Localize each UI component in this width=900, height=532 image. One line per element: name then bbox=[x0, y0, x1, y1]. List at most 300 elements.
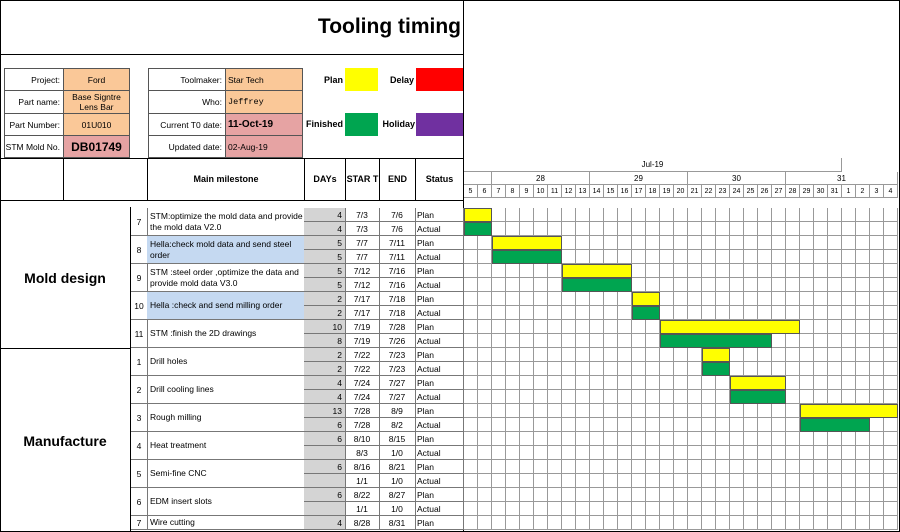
gantt-grid-cell bbox=[492, 390, 506, 404]
gantt-grid-cell bbox=[492, 264, 506, 278]
task-name[interactable]: STM:optimize the mold data and provide the mold data V2.0 bbox=[147, 208, 305, 236]
gantt-grid-cell bbox=[856, 446, 870, 460]
task-start[interactable]: 7/7 bbox=[345, 250, 380, 264]
gantt-grid-cell bbox=[856, 474, 870, 488]
gantt-grid-cell bbox=[534, 264, 548, 278]
gantt-grid-cell bbox=[506, 418, 520, 432]
task-name[interactable]: STM :steel order ,optimize the data and provide mold data V3.0 bbox=[147, 264, 305, 292]
gantt-grid-cell bbox=[856, 250, 870, 264]
gantt-grid-cell bbox=[828, 306, 842, 320]
gantt-grid-cell bbox=[814, 390, 828, 404]
task-end[interactable]: 1/0 bbox=[379, 446, 416, 460]
gantt-grid-cell bbox=[534, 306, 548, 320]
task-end[interactable]: 7/27 bbox=[379, 390, 416, 404]
gantt-grid-cell bbox=[534, 362, 548, 376]
task-status: Actual bbox=[415, 390, 464, 404]
task-start[interactable]: 8/22 bbox=[345, 488, 380, 502]
task-days[interactable] bbox=[304, 502, 346, 516]
gantt-grid-cell bbox=[646, 222, 660, 236]
task-start[interactable]: 1/1 bbox=[345, 502, 380, 516]
task-start[interactable]: 7/22 bbox=[345, 362, 380, 376]
gantt-grid-cell bbox=[772, 516, 786, 530]
gantt-grid-cell bbox=[884, 306, 898, 320]
task-end[interactable]: 8/31 bbox=[379, 516, 416, 530]
task-start[interactable]: 7/17 bbox=[345, 306, 380, 320]
gantt-grid-cell bbox=[604, 306, 618, 320]
gantt-grid-cell bbox=[856, 264, 870, 278]
gantt-grid-cell bbox=[632, 222, 646, 236]
task-start[interactable]: 7/24 bbox=[345, 390, 380, 404]
gantt-grid-cell bbox=[828, 446, 842, 460]
who-value[interactable]: Jeffrey bbox=[225, 90, 303, 114]
gantt-grid-cell bbox=[604, 348, 618, 362]
part-name-value[interactable]: Base Signtre Lens Bar bbox=[63, 90, 130, 114]
gantt-grid-cell bbox=[786, 432, 800, 446]
gantt-day-label: 5 bbox=[464, 185, 478, 198]
task-number: 2 bbox=[131, 376, 148, 404]
divider-title bbox=[0, 54, 463, 55]
task-name[interactable]: Semi-fine CNC bbox=[147, 460, 305, 488]
task-days[interactable]: 10 bbox=[304, 320, 346, 334]
gantt-grid-cell bbox=[758, 488, 772, 502]
gantt-grid-cell bbox=[506, 502, 520, 516]
legend-delay-swatch bbox=[416, 68, 463, 91]
gantt-grid-cell bbox=[604, 432, 618, 446]
gantt-grid-cell bbox=[562, 362, 576, 376]
gantt-day-label: 31 bbox=[828, 185, 842, 198]
gantt-grid-cell bbox=[478, 446, 492, 460]
gantt-grid-cell bbox=[814, 334, 828, 348]
gantt-grid-cell bbox=[660, 446, 674, 460]
gantt-grid-cell bbox=[548, 418, 562, 432]
gantt-grid-cell bbox=[870, 502, 884, 516]
gantt-grid-cell bbox=[842, 348, 856, 362]
task-end[interactable]: 7/28 bbox=[379, 320, 416, 334]
task-days[interactable]: 6 bbox=[304, 418, 346, 432]
gantt-grid-cell bbox=[688, 390, 702, 404]
task-start[interactable]: 7/17 bbox=[345, 292, 380, 306]
task-start[interactable]: 7/28 bbox=[345, 418, 380, 432]
gantt-grid-cell bbox=[604, 446, 618, 460]
gantt-grid-cell bbox=[786, 376, 800, 390]
task-end[interactable]: 7/6 bbox=[379, 208, 416, 222]
gantt-grid-cell bbox=[674, 460, 688, 474]
gantt-grid-cell bbox=[604, 250, 618, 264]
gantt-grid-cell bbox=[492, 222, 506, 236]
task-days[interactable]: 5 bbox=[304, 278, 346, 292]
gantt-grid-cell bbox=[688, 404, 702, 418]
gantt-grid-cell bbox=[534, 474, 548, 488]
task-days[interactable]: 2 bbox=[304, 306, 346, 320]
gantt-grid-cell bbox=[688, 502, 702, 516]
gantt-grid-cell bbox=[814, 474, 828, 488]
gantt-grid-cell bbox=[548, 516, 562, 530]
task-end[interactable]: 7/18 bbox=[379, 292, 416, 306]
gantt-grid-cell bbox=[828, 278, 842, 292]
gantt-grid-cell bbox=[716, 488, 730, 502]
gantt-grid-cell bbox=[688, 250, 702, 264]
task-days[interactable]: 4 bbox=[304, 208, 346, 222]
task-start[interactable]: 7/24 bbox=[345, 376, 380, 390]
gantt-grid-cell bbox=[870, 516, 884, 530]
gantt-grid-cell bbox=[562, 222, 576, 236]
gantt-grid-cell bbox=[800, 278, 814, 292]
task-name[interactable]: Rough milling bbox=[147, 404, 305, 432]
task-end[interactable]: 1/0 bbox=[379, 502, 416, 516]
gantt-grid-cell bbox=[702, 474, 716, 488]
task-status: Plan bbox=[415, 432, 464, 446]
gantt-grid-cell bbox=[702, 446, 716, 460]
task-end[interactable]: 7/6 bbox=[379, 222, 416, 236]
gantt-grid-cell bbox=[520, 460, 534, 474]
gantt-grid-cell bbox=[870, 348, 884, 362]
task-start[interactable]: 7/3 bbox=[345, 208, 380, 222]
gantt-grid-cell bbox=[828, 348, 842, 362]
gantt-grid-cell bbox=[492, 362, 506, 376]
gantt-grid-cell bbox=[674, 474, 688, 488]
gantt-grid-cell bbox=[884, 432, 898, 446]
gantt-grid-cell bbox=[562, 250, 576, 264]
gantt-grid-cell bbox=[548, 348, 562, 362]
task-end[interactable]: 8/21 bbox=[379, 460, 416, 474]
gantt-grid-cell bbox=[506, 264, 520, 278]
gantt-grid-cell bbox=[856, 292, 870, 306]
gantt-grid-cell bbox=[632, 432, 646, 446]
gantt-grid-cell bbox=[660, 236, 674, 250]
gantt-grid-cell bbox=[688, 278, 702, 292]
gantt-grid-cell bbox=[730, 404, 744, 418]
gantt-grid-cell bbox=[478, 264, 492, 278]
gantt-grid-cell bbox=[758, 208, 772, 222]
gantt-grid-cell bbox=[618, 418, 632, 432]
task-days[interactable] bbox=[304, 474, 346, 488]
task-start[interactable]: 7/7 bbox=[345, 236, 380, 250]
project-value[interactable]: Ford bbox=[63, 68, 130, 91]
task-name[interactable]: Hella :check and send milling order bbox=[147, 292, 305, 320]
task-days[interactable]: 2 bbox=[304, 348, 346, 362]
gantt-grid-cell bbox=[492, 320, 506, 334]
task-number: 11 bbox=[131, 320, 148, 348]
gantt-grid-cell bbox=[744, 222, 758, 236]
gantt-grid-cell bbox=[758, 306, 772, 320]
task-name[interactable]: Hella:check mold data and send steel order bbox=[147, 236, 305, 264]
gantt-grid-cell bbox=[646, 460, 660, 474]
gantt-grid-cell bbox=[730, 236, 744, 250]
gantt-grid-cell bbox=[702, 432, 716, 446]
gantt-grid-cell bbox=[744, 362, 758, 376]
toolmaker-value[interactable]: Star Tech bbox=[225, 68, 303, 91]
task-end[interactable]: 7/16 bbox=[379, 264, 416, 278]
gantt-grid-cell bbox=[520, 306, 534, 320]
gantt-grid-cell bbox=[870, 250, 884, 264]
gantt-grid-cell bbox=[590, 460, 604, 474]
gantt-grid-cell bbox=[702, 306, 716, 320]
gantt-day-label: 20 bbox=[674, 185, 688, 198]
gantt-grid-cell bbox=[814, 222, 828, 236]
task-days[interactable]: 4 bbox=[304, 390, 346, 404]
gantt-grid-cell bbox=[744, 404, 758, 418]
gantt-grid-cell bbox=[842, 278, 856, 292]
gantt-grid-cell bbox=[702, 488, 716, 502]
gantt-grid-cell bbox=[716, 208, 730, 222]
gantt-grid-cell bbox=[884, 264, 898, 278]
gantt-grid-cell bbox=[660, 292, 674, 306]
task-name[interactable]: Drill holes bbox=[147, 348, 305, 376]
task-start[interactable]: 7/12 bbox=[345, 278, 380, 292]
gantt-grid-cell bbox=[744, 474, 758, 488]
gantt-grid-cell bbox=[492, 278, 506, 292]
task-end[interactable]: 8/9 bbox=[379, 404, 416, 418]
gantt-grid-cell bbox=[688, 306, 702, 320]
gantt-grid-cell bbox=[534, 376, 548, 390]
gantt-grid-cell bbox=[730, 446, 744, 460]
gantt-grid-cell bbox=[842, 208, 856, 222]
gantt-grid-cell bbox=[674, 222, 688, 236]
gantt-grid-cell bbox=[688, 488, 702, 502]
gantt-grid-cell bbox=[478, 306, 492, 320]
task-status: Plan bbox=[415, 404, 464, 418]
t0-value[interactable]: 11-Oct-19 bbox=[225, 113, 303, 136]
gantt-grid-cell bbox=[646, 432, 660, 446]
task-end[interactable]: 7/26 bbox=[379, 334, 416, 348]
gantt-grid-cell bbox=[814, 264, 828, 278]
gantt-grid-cell bbox=[576, 474, 590, 488]
gantt-grid-cell bbox=[506, 348, 520, 362]
gantt-grid-cell bbox=[674, 432, 688, 446]
gantt-grid-cell bbox=[660, 432, 674, 446]
gantt-grid-cell bbox=[590, 446, 604, 460]
task-end[interactable]: 7/11 bbox=[379, 250, 416, 264]
task-name[interactable]: Wire cutting bbox=[147, 516, 305, 530]
task-days[interactable]: 4 bbox=[304, 376, 346, 390]
gantt-grid-cell bbox=[562, 390, 576, 404]
gantt-grid-cell bbox=[744, 250, 758, 264]
gantt-grid-cell bbox=[716, 236, 730, 250]
gantt-grid-cell bbox=[478, 516, 492, 530]
gantt-day-label: 22 bbox=[702, 185, 716, 198]
gantt-grid-cell bbox=[618, 334, 632, 348]
updated-value[interactable]: 02-Aug-19 bbox=[225, 135, 303, 158]
gantt-grid-cell bbox=[548, 292, 562, 306]
task-number: 6 bbox=[131, 488, 148, 516]
gantt-grid-cell bbox=[604, 222, 618, 236]
gantt-grid-cell bbox=[814, 306, 828, 320]
gantt-grid-cell bbox=[870, 236, 884, 250]
gantt-grid-cell bbox=[590, 236, 604, 250]
gantt-grid-cell bbox=[884, 362, 898, 376]
task-end[interactable]: 8/15 bbox=[379, 432, 416, 446]
gantt-grid-cell bbox=[870, 390, 884, 404]
task-days[interactable]: 5 bbox=[304, 250, 346, 264]
gantt-grid-cell bbox=[674, 306, 688, 320]
stm-mold-label: STM Mold No. bbox=[4, 135, 64, 158]
gantt-grid-cell bbox=[884, 208, 898, 222]
gantt-grid-cell bbox=[618, 376, 632, 390]
gantt-grid-cell bbox=[786, 474, 800, 488]
gantt-grid-cell bbox=[856, 278, 870, 292]
task-days[interactable]: 4 bbox=[304, 516, 346, 530]
part-number-value[interactable]: 01U010 bbox=[63, 113, 130, 136]
task-start[interactable]: 1/1 bbox=[345, 474, 380, 488]
gantt-grid-cell bbox=[828, 432, 842, 446]
gantt-grid-cell bbox=[646, 376, 660, 390]
gantt-grid-cell bbox=[772, 488, 786, 502]
task-start[interactable]: 7/22 bbox=[345, 348, 380, 362]
gantt-grid-cell bbox=[856, 432, 870, 446]
gantt-grid-cell bbox=[590, 334, 604, 348]
gantt-day-label: 6 bbox=[478, 185, 492, 198]
task-days[interactable]: 8 bbox=[304, 334, 346, 348]
gantt-grid-cell bbox=[688, 264, 702, 278]
task-days[interactable]: 5 bbox=[304, 264, 346, 278]
gantt-grid-cell bbox=[464, 418, 478, 432]
task-end[interactable]: 1/0 bbox=[379, 474, 416, 488]
part-name-label: Part name: bbox=[4, 90, 64, 114]
task-end[interactable]: 7/16 bbox=[379, 278, 416, 292]
gantt-grid-cell bbox=[842, 320, 856, 334]
gantt-grid-cell bbox=[842, 250, 856, 264]
gantt-grid-cell bbox=[716, 278, 730, 292]
task-days[interactable]: 2 bbox=[304, 362, 346, 376]
gantt-grid-cell bbox=[786, 446, 800, 460]
task-status: Actual bbox=[415, 502, 464, 516]
gantt-grid-cell bbox=[856, 236, 870, 250]
task-days[interactable] bbox=[304, 446, 346, 460]
gantt-grid-cell bbox=[856, 488, 870, 502]
stm-mold-value[interactable]: DB01749 bbox=[63, 135, 130, 158]
gantt-grid-cell bbox=[772, 418, 786, 432]
gantt-grid-cell bbox=[758, 446, 772, 460]
gantt-grid-cell bbox=[534, 278, 548, 292]
task-days[interactable]: 13 bbox=[304, 404, 346, 418]
task-number: 8 bbox=[131, 236, 148, 264]
task-end[interactable]: 8/27 bbox=[379, 488, 416, 502]
gantt-grid-cell bbox=[870, 334, 884, 348]
gantt-grid-cell bbox=[632, 418, 646, 432]
gantt-grid-cell bbox=[744, 306, 758, 320]
gantt-grid-cell bbox=[464, 432, 478, 446]
gantt-grid-cell bbox=[520, 264, 534, 278]
gantt-grid-cell bbox=[828, 516, 842, 530]
task-end[interactable]: 7/23 bbox=[379, 362, 416, 376]
gantt-grid-cell bbox=[800, 250, 814, 264]
task-days[interactable]: 6 bbox=[304, 488, 346, 502]
gantt-plan-bar bbox=[492, 236, 562, 250]
gantt-week-label: 31 bbox=[786, 172, 898, 185]
task-end[interactable]: 7/18 bbox=[379, 306, 416, 320]
gantt-day-label: 10 bbox=[534, 185, 548, 198]
page-title: Tooling timing bbox=[317, 15, 461, 38]
gantt-grid-cell bbox=[674, 236, 688, 250]
gantt-grid-cell bbox=[632, 516, 646, 530]
gantt-grid-cell bbox=[632, 250, 646, 264]
task-start[interactable]: 8/10 bbox=[345, 432, 380, 446]
task-end[interactable]: 7/23 bbox=[379, 348, 416, 362]
task-days[interactable]: 2 bbox=[304, 292, 346, 306]
gantt-grid-cell bbox=[618, 502, 632, 516]
gantt-grid-cell bbox=[730, 208, 744, 222]
task-end[interactable]: 7/27 bbox=[379, 376, 416, 390]
gantt-grid-cell bbox=[660, 348, 674, 362]
gantt-grid-cell bbox=[464, 334, 478, 348]
gantt-grid-cell bbox=[562, 516, 576, 530]
gantt-grid-cell bbox=[520, 516, 534, 530]
gantt-grid-cell bbox=[576, 460, 590, 474]
gantt-grid-cell bbox=[646, 446, 660, 460]
task-start[interactable]: 7/28 bbox=[345, 404, 380, 418]
gantt-grid-cell bbox=[646, 236, 660, 250]
task-start[interactable]: 7/19 bbox=[345, 320, 380, 334]
gantt-grid-cell bbox=[562, 488, 576, 502]
task-start[interactable]: 8/3 bbox=[345, 446, 380, 460]
gantt-grid-cell bbox=[730, 362, 744, 376]
legend-plan-swatch bbox=[345, 68, 378, 91]
header-status: Status bbox=[415, 158, 464, 201]
gantt-grid-cell bbox=[702, 418, 716, 432]
gantt-grid-cell bbox=[534, 222, 548, 236]
task-start[interactable]: 8/28 bbox=[345, 516, 380, 530]
gantt-grid-cell bbox=[478, 376, 492, 390]
gantt-grid-cell bbox=[674, 418, 688, 432]
gantt-grid-cell bbox=[688, 362, 702, 376]
gantt-grid-cell bbox=[520, 292, 534, 306]
task-start[interactable]: 8/16 bbox=[345, 460, 380, 474]
gantt-grid-cell bbox=[632, 362, 646, 376]
gantt-grid-cell bbox=[772, 208, 786, 222]
legend-delay-label: Delay bbox=[389, 75, 414, 85]
gantt-grid-cell bbox=[828, 222, 842, 236]
task-start[interactable]: 7/19 bbox=[345, 334, 380, 348]
gantt-grid-cell bbox=[478, 292, 492, 306]
gantt-grid-cell bbox=[856, 334, 870, 348]
gantt-grid-cell bbox=[786, 488, 800, 502]
gantt-grid-cell bbox=[464, 474, 478, 488]
gantt-grid-cell bbox=[702, 208, 716, 222]
task-name[interactable]: Drill cooling lines bbox=[147, 376, 305, 404]
task-days[interactable]: 4 bbox=[304, 222, 346, 236]
task-end[interactable]: 7/11 bbox=[379, 236, 416, 250]
task-start[interactable]: 7/12 bbox=[345, 264, 380, 278]
task-name[interactable]: Heat treatment bbox=[147, 432, 305, 460]
task-name[interactable]: STM :finish the 2D drawings bbox=[147, 320, 305, 348]
task-number: 7 bbox=[131, 516, 148, 530]
task-number: 1 bbox=[131, 348, 148, 376]
gantt-grid-cell bbox=[688, 236, 702, 250]
gantt-grid-cell bbox=[660, 222, 674, 236]
task-days[interactable]: 5 bbox=[304, 236, 346, 250]
gantt-grid-cell bbox=[478, 418, 492, 432]
gantt-actual-bar bbox=[730, 390, 786, 404]
task-name[interactable]: EDM insert slots bbox=[147, 488, 305, 516]
gantt-grid-cell bbox=[562, 236, 576, 250]
gantt-grid-cell bbox=[548, 460, 562, 474]
gantt-day-label: 15 bbox=[604, 185, 618, 198]
gantt-grid-cell bbox=[562, 432, 576, 446]
gantt-grid-cell bbox=[618, 306, 632, 320]
gantt-grid-cell bbox=[772, 348, 786, 362]
gantt-grid-cell bbox=[548, 488, 562, 502]
gantt-day-label: 19 bbox=[660, 185, 674, 198]
task-status: Plan bbox=[415, 516, 464, 530]
task-days[interactable]: 6 bbox=[304, 432, 346, 446]
task-end[interactable]: 8/2 bbox=[379, 418, 416, 432]
gantt-grid-cell bbox=[506, 292, 520, 306]
gantt-plan-bar bbox=[464, 208, 492, 222]
gantt-grid-cell bbox=[520, 320, 534, 334]
gantt-grid-cell bbox=[534, 334, 548, 348]
task-start[interactable]: 7/3 bbox=[345, 222, 380, 236]
task-days[interactable]: 6 bbox=[304, 460, 346, 474]
